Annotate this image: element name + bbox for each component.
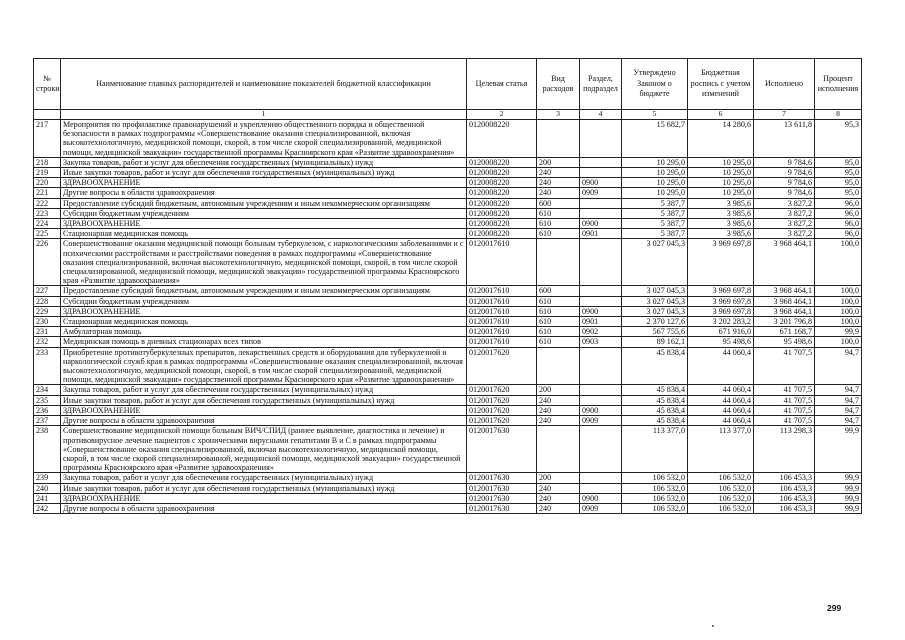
- row-razdel: 0909: [580, 503, 622, 513]
- row-razdel: 0900: [580, 493, 622, 503]
- row-razdel: 0909: [580, 416, 622, 426]
- row-target-code: 0120008220: [467, 168, 537, 178]
- row-approved: 5 387,7: [622, 208, 688, 218]
- row-razdel: [580, 385, 622, 395]
- row-approved: 106 532,0: [622, 493, 688, 503]
- row-executed: 41 707,5: [754, 405, 815, 415]
- row-vid: 200: [537, 385, 580, 395]
- header-executed: Исполнено: [754, 59, 815, 110]
- row-target-code: 0120008220: [467, 178, 537, 188]
- row-razdel: 0900: [580, 306, 622, 316]
- row-budget-painting: 3 985,6: [688, 219, 754, 229]
- row-number: 222: [34, 198, 61, 208]
- row-approved: 10 295,0: [622, 157, 688, 167]
- table-row: [34, 198, 862, 208]
- row-approved: 106 532,0: [622, 503, 688, 513]
- row-name: Закупка товаров, работ и услуг для обеспечения государственных (муниципальных) нужд: [61, 385, 467, 395]
- row-razdel: [580, 347, 622, 385]
- row-target-code: 0120017610: [467, 317, 537, 327]
- row-vid: 200: [537, 473, 580, 483]
- row-name: Совершенствование медицинской помощи больным ВИЧ/СПИД (раннее выявление, диагностика и лечение) и противовирусное лечение пациентов с хроническими вирусными гепатитами В и С в рамках подпрограммы «Совершенствование оказания специализированной, включая высокотехнологичную, медицинской помощи, скорой, в том числе скорой специализированной, медицинской помощи, медицинской эвакуации» государственной программы Красноярского края «Развитие здравоохранения»: [61, 426, 467, 473]
- row-vid: 610: [537, 219, 580, 229]
- row-executed: 95 498,6: [754, 337, 815, 347]
- row-budget-painting: 3 985,6: [688, 208, 754, 218]
- row-budget-painting: 3 969 697,8: [688, 306, 754, 316]
- row-percent: 100,0: [815, 317, 862, 327]
- row-approved: 45 838,4: [622, 416, 688, 426]
- row-name: Совершенствование оказания медицинской помощи больным туберкулезом, с наркологическими заболеваниями и с психическими расстройствами и расстройствами поведения в рамках подпрограммы «Совершенствование оказания специализированной, включая высокотехнологичную, медицинской помощи, скорой, в том числе скорой специализированной, медицинской помощи, медицинской эвакуации» государственной программы Красноярского края «Развитие здравоохранения»: [61, 239, 467, 286]
- row-executed: 3 968 464,1: [754, 239, 815, 286]
- row-percent: 95,0: [815, 157, 862, 167]
- row-name: ЗДРАВООХРАНЕНИЕ: [61, 219, 467, 229]
- row-percent: 94,7: [815, 395, 862, 405]
- row-target-code: 0120017610: [467, 239, 537, 286]
- row-vid: 610: [537, 296, 580, 306]
- row-percent: 100,0: [815, 337, 862, 347]
- row-target-code: 0120017620: [467, 395, 537, 405]
- row-razdel: [580, 473, 622, 483]
- row-budget-painting: 3 202 283,2: [688, 317, 754, 327]
- table-row: [34, 395, 862, 405]
- row-approved: 3 027 045,3: [622, 286, 688, 296]
- row-budget-painting: 10 295,0: [688, 157, 754, 167]
- row-razdel: 0909: [580, 188, 622, 198]
- row-target-code: 0120017630: [467, 503, 537, 513]
- row-name: Амбулаторная помощь: [61, 327, 467, 337]
- table-row: [34, 306, 862, 316]
- header-budget-painting: Бюджетная роспись с учетом изменений: [688, 59, 754, 110]
- row-percent: 95,0: [815, 178, 862, 188]
- row-approved: 5 387,7: [622, 219, 688, 229]
- row-approved: 15 682,7: [622, 120, 688, 158]
- row-vid: 240: [537, 416, 580, 426]
- row-target-code: 0120017620: [467, 416, 537, 426]
- row-approved: 2 370 127,6: [622, 317, 688, 327]
- row-target-code: 0120017610: [467, 327, 537, 337]
- row-budget-painting: 95 498,6: [688, 337, 754, 347]
- row-name: ЗДРАВООХРАНЕНИЕ: [61, 178, 467, 188]
- row-vid: 240: [537, 405, 580, 415]
- row-number: 235: [34, 395, 61, 405]
- row-target-code: 0120017620: [467, 405, 537, 415]
- row-executed: 3 968 464,1: [754, 306, 815, 316]
- row-razdel: 0902: [580, 327, 622, 337]
- table-row: [34, 405, 862, 415]
- row-name: Закупка товаров, работ и услуг для обеспечения государственных (муниципальных) нужд: [61, 157, 467, 167]
- row-number: 236: [34, 405, 61, 415]
- scan-speck: [712, 625, 714, 627]
- row-target-code: 0120017630: [467, 483, 537, 493]
- row-name: Субсидии бюджетным учреждениям: [61, 296, 467, 306]
- column-number: 7: [754, 110, 815, 120]
- row-razdel: 0901: [580, 317, 622, 327]
- row-vid: 610: [537, 306, 580, 316]
- table-row: [34, 347, 862, 385]
- table-row: [34, 286, 862, 296]
- row-percent: 95,0: [815, 188, 862, 198]
- row-number: 226: [34, 239, 61, 286]
- row-approved: 45 838,4: [622, 405, 688, 415]
- row-executed: 41 707,5: [754, 347, 815, 385]
- table-row: [34, 416, 862, 426]
- row-vid: 240: [537, 168, 580, 178]
- row-budget-painting: 10 295,0: [688, 168, 754, 178]
- row-razdel: [580, 208, 622, 218]
- row-budget-painting: 113 377,0: [688, 426, 754, 473]
- row-executed: 41 707,5: [754, 385, 815, 395]
- row-target-code: 0120008220: [467, 229, 537, 239]
- row-number: 229: [34, 306, 61, 316]
- row-approved: 10 295,0: [622, 188, 688, 198]
- row-number: 219: [34, 168, 61, 178]
- row-budget-painting: 3 985,6: [688, 229, 754, 239]
- column-number-blank: [34, 110, 61, 120]
- row-percent: 96,0: [815, 198, 862, 208]
- row-target-code: 0120008220: [467, 157, 537, 167]
- column-number: 4: [580, 110, 622, 120]
- row-executed: 106 453,3: [754, 483, 815, 493]
- row-vid: 240: [537, 188, 580, 198]
- row-name: Медицинская помощь в дневных стационарах всех типов: [61, 337, 467, 347]
- table-row: [34, 120, 862, 158]
- row-razdel: 0901: [580, 229, 622, 239]
- row-target-code: 0120017610: [467, 306, 537, 316]
- row-percent: 99,9: [815, 493, 862, 503]
- table-body: [34, 120, 862, 514]
- row-percent: 100,0: [815, 286, 862, 296]
- row-target-code: 0120017620: [467, 385, 537, 395]
- row-number: 237: [34, 416, 61, 426]
- column-number-row: [34, 110, 862, 120]
- row-executed: 106 453,3: [754, 493, 815, 503]
- header-row-no: № строки: [34, 59, 61, 110]
- row-budget-painting: 44 060,4: [688, 347, 754, 385]
- row-name: Закупка товаров, работ и услуг для обеспечения государственных (муниципальных) нужд: [61, 473, 467, 483]
- row-name: Субсидии бюджетным учреждениям: [61, 208, 467, 218]
- row-executed: 41 707,5: [754, 416, 815, 426]
- header-percent: Процент исполнения: [815, 59, 862, 110]
- row-budget-painting: 3 969 697,8: [688, 239, 754, 286]
- row-executed: 106 453,3: [754, 503, 815, 513]
- table-row: [34, 327, 862, 337]
- row-number: 238: [34, 426, 61, 473]
- row-razdel: [580, 168, 622, 178]
- row-executed: 3 827,2: [754, 198, 815, 208]
- column-number: 5: [622, 110, 688, 120]
- row-name: ЗДРАВООХРАНЕНИЕ: [61, 493, 467, 503]
- row-executed: 9 784,6: [754, 157, 815, 167]
- row-percent: 94,7: [815, 385, 862, 395]
- row-approved: 3 027 045,3: [622, 306, 688, 316]
- header-vid: Вид расходов: [537, 59, 580, 110]
- column-number: 1: [61, 110, 467, 120]
- row-executed: 3 827,2: [754, 229, 815, 239]
- row-approved: 45 838,4: [622, 395, 688, 405]
- row-number: 232: [34, 337, 61, 347]
- row-executed: 671 168,7: [754, 327, 815, 337]
- row-name: Иные закупки товаров, работ и услуг для обеспечения государственных (муниципальных) нужд: [61, 168, 467, 178]
- row-name: ЗДРАВООХРАНЕНИЕ: [61, 405, 467, 415]
- row-target-code: 0120017610: [467, 337, 537, 347]
- row-number: 220: [34, 178, 61, 188]
- row-budget-painting: 106 532,0: [688, 473, 754, 483]
- row-target-code: 0120017630: [467, 426, 537, 473]
- row-budget-painting: 106 532,0: [688, 503, 754, 513]
- header-approved: Утверждено Законом о бюджете: [622, 59, 688, 110]
- row-name: Предоставление субсидий бюджетным, автономным учреждениям и иным некоммерческим организациям: [61, 286, 467, 296]
- row-razdel: [580, 426, 622, 473]
- row-vid: 240: [537, 178, 580, 188]
- row-razdel: [580, 483, 622, 493]
- table-row: [34, 178, 862, 188]
- table-row: [34, 385, 862, 395]
- row-approved: 89 162,1: [622, 337, 688, 347]
- column-number: 2: [467, 110, 537, 120]
- row-razdel: 0903: [580, 337, 622, 347]
- row-vid: 600: [537, 198, 580, 208]
- row-razdel: 0900: [580, 219, 622, 229]
- row-budget-painting: 44 060,4: [688, 395, 754, 405]
- row-percent: 100,0: [815, 306, 862, 316]
- row-number: 233: [34, 347, 61, 385]
- row-razdel: [580, 120, 622, 158]
- table-row: [34, 229, 862, 239]
- row-number: 240: [34, 483, 61, 493]
- row-percent: 99,9: [815, 503, 862, 513]
- table-row: [34, 239, 862, 286]
- row-target-code: 0120017630: [467, 493, 537, 503]
- row-name: Мероприятия по профилактике правонарушений и укреплению общественного порядка и общественной безопасности в рамках подпрограммы «Совершенствование оказания специализированной, включая высокотехнологичную, медицинской помощи, скорой, в том числе скорой специализированной, медицинской помощи, медицинской эвакуации» государственной программы Красноярского края «Развитие здравоохранения»: [61, 120, 467, 158]
- column-number: 8: [815, 110, 862, 120]
- row-vid: 200: [537, 157, 580, 167]
- row-budget-painting: 44 060,4: [688, 405, 754, 415]
- row-vid: [537, 426, 580, 473]
- row-percent: 99,9: [815, 327, 862, 337]
- row-executed: 113 298,3: [754, 426, 815, 473]
- row-budget-painting: 10 295,0: [688, 178, 754, 188]
- row-budget-painting: 106 532,0: [688, 483, 754, 493]
- table-row: [34, 493, 862, 503]
- row-budget-painting: 671 916,0: [688, 327, 754, 337]
- row-vid: [537, 120, 580, 158]
- row-number: 218: [34, 157, 61, 167]
- row-number: 224: [34, 219, 61, 229]
- row-percent: 96,0: [815, 208, 862, 218]
- row-percent: 94,7: [815, 405, 862, 415]
- row-name: ЗДРАВООХРАНЕНИЕ: [61, 306, 467, 316]
- row-budget-painting: 10 295,0: [688, 188, 754, 198]
- table-row: [34, 157, 862, 167]
- row-target-code: 0120008220: [467, 120, 537, 158]
- row-percent: 95,3: [815, 120, 862, 158]
- table-header: [34, 59, 862, 120]
- row-executed: 9 784,6: [754, 188, 815, 198]
- budget-table: [33, 58, 862, 514]
- row-razdel: 0900: [580, 405, 622, 415]
- row-percent: 94,7: [815, 416, 862, 426]
- row-number: 227: [34, 286, 61, 296]
- row-budget-painting: 106 532,0: [688, 493, 754, 503]
- row-target-code: 0120008220: [467, 219, 537, 229]
- page-number: 299: [827, 603, 842, 613]
- row-approved: 10 295,0: [622, 178, 688, 188]
- row-percent: 99,9: [815, 473, 862, 483]
- row-razdel: [580, 239, 622, 286]
- table-row: [34, 296, 862, 306]
- row-name: Другие вопросы в области здравоохранения: [61, 503, 467, 513]
- row-vid: 600: [537, 286, 580, 296]
- table-row: [34, 337, 862, 347]
- row-number: 217: [34, 120, 61, 158]
- row-approved: 106 532,0: [622, 483, 688, 493]
- row-razdel: [580, 296, 622, 306]
- row-name: Стационарная медицинская помощь: [61, 229, 467, 239]
- row-vid: 240: [537, 395, 580, 405]
- row-vid: 240: [537, 503, 580, 513]
- row-number: 231: [34, 327, 61, 337]
- row-executed: 9 784,6: [754, 168, 815, 178]
- row-vid: [537, 347, 580, 385]
- header-target: Целевая статья: [467, 59, 537, 110]
- column-number: 3: [537, 110, 580, 120]
- row-razdel: [580, 157, 622, 167]
- row-name: Другие вопросы в области здравоохранения: [61, 188, 467, 198]
- row-vid: 240: [537, 483, 580, 493]
- table-row: [34, 168, 862, 178]
- row-percent: 99,9: [815, 426, 862, 473]
- row-name: Иные закупки товаров, работ и услуг для обеспечения государственных (муниципальных) нужд: [61, 395, 467, 405]
- row-target-code: 0120017630: [467, 473, 537, 483]
- row-approved: 106 532,0: [622, 473, 688, 483]
- row-percent: 96,0: [815, 229, 862, 239]
- table-row: [34, 208, 862, 218]
- row-percent: 95,0: [815, 168, 862, 178]
- row-percent: 100,0: [815, 239, 862, 286]
- row-budget-painting: 44 060,4: [688, 416, 754, 426]
- row-target-code: 0120017620: [467, 347, 537, 385]
- table-row: [34, 219, 862, 229]
- row-executed: 3 201 796,8: [754, 317, 815, 327]
- table-row: [34, 483, 862, 493]
- row-approved: 3 027 045,3: [622, 239, 688, 286]
- row-executed: 13 611,8: [754, 120, 815, 158]
- row-name: Стационарная медицинская помощь: [61, 317, 467, 327]
- row-executed: 3 827,2: [754, 219, 815, 229]
- row-approved: 45 838,4: [622, 347, 688, 385]
- row-target-code: 0120008220: [467, 188, 537, 198]
- table-row: [34, 188, 862, 198]
- row-approved: 5 387,7: [622, 198, 688, 208]
- row-number: 234: [34, 385, 61, 395]
- row-percent: 100,0: [815, 296, 862, 306]
- row-vid: 610: [537, 327, 580, 337]
- row-budget-painting: 14 280,6: [688, 120, 754, 158]
- row-name: Предоставление субсидий бюджетным, автономным учреждениям и иным некоммерческим организациям: [61, 198, 467, 208]
- row-budget-painting: 44 060,4: [688, 385, 754, 395]
- row-target-code: 0120017610: [467, 286, 537, 296]
- row-executed: 41 707,5: [754, 395, 815, 405]
- row-approved: 5 387,7: [622, 229, 688, 239]
- row-approved: 10 295,0: [622, 168, 688, 178]
- row-name: Иные закупки товаров, работ и услуг для обеспечения государственных (муниципальных) нужд: [61, 483, 467, 493]
- row-number: 239: [34, 473, 61, 483]
- row-vid: 610: [537, 229, 580, 239]
- row-executed: 3 827,2: [754, 208, 815, 218]
- row-name: Приобретение противотуберкулезных препаратов, лекарственных средств и оборудования для туберкулезной и наркологической служб края в рамках подпрограммы «Совершенствование оказания специализированной, включая высокотехнологичную, медицинской помощи, скорой, в том числе скорой специализированной, медицинской помощи, медицинской эвакуации» государственной программы Красноярского края «Развитие здравоохранения»: [61, 347, 467, 385]
- row-vid: 240: [537, 493, 580, 503]
- row-number: 230: [34, 317, 61, 327]
- row-target-code: 0120008220: [467, 198, 537, 208]
- row-number: 242: [34, 503, 61, 513]
- row-executed: 9 784,6: [754, 178, 815, 188]
- row-razdel: [580, 286, 622, 296]
- row-razdel: [580, 198, 622, 208]
- row-vid: 610: [537, 337, 580, 347]
- row-percent: 96,0: [815, 219, 862, 229]
- header-name: Наименование главных распорядителей и наименование показателей бюджетной классификации: [61, 59, 467, 110]
- row-budget-painting: 3 969 697,8: [688, 296, 754, 306]
- table-row: [34, 317, 862, 327]
- table-row: [34, 503, 862, 513]
- table-row: [34, 473, 862, 483]
- row-number: 225: [34, 229, 61, 239]
- row-percent: 99,9: [815, 483, 862, 493]
- row-name: Другие вопросы в области здравоохранения: [61, 416, 467, 426]
- row-target-code: 0120008220: [467, 208, 537, 218]
- row-budget-painting: 3 969 697,8: [688, 286, 754, 296]
- row-razdel: 0900: [580, 178, 622, 188]
- row-executed: 3 968 464,1: [754, 296, 815, 306]
- row-number: 221: [34, 188, 61, 198]
- row-approved: 567 755,6: [622, 327, 688, 337]
- row-approved: 113 377,0: [622, 426, 688, 473]
- row-target-code: 0120017610: [467, 296, 537, 306]
- row-razdel: [580, 395, 622, 405]
- row-vid: 610: [537, 317, 580, 327]
- header-razdel: Раздел, подраздел: [580, 59, 622, 110]
- row-executed: 106 453,3: [754, 473, 815, 483]
- row-executed: 3 968 464,1: [754, 286, 815, 296]
- row-percent: 94,7: [815, 347, 862, 385]
- table-row: [34, 426, 862, 473]
- row-budget-painting: 3 985,6: [688, 198, 754, 208]
- row-approved: 3 027 045,3: [622, 296, 688, 306]
- row-number: 241: [34, 493, 61, 503]
- row-number: 228: [34, 296, 61, 306]
- row-number: 223: [34, 208, 61, 218]
- row-vid: [537, 239, 580, 286]
- column-number: 6: [688, 110, 754, 120]
- row-vid: 610: [537, 208, 580, 218]
- row-approved: 45 838,4: [622, 385, 688, 395]
